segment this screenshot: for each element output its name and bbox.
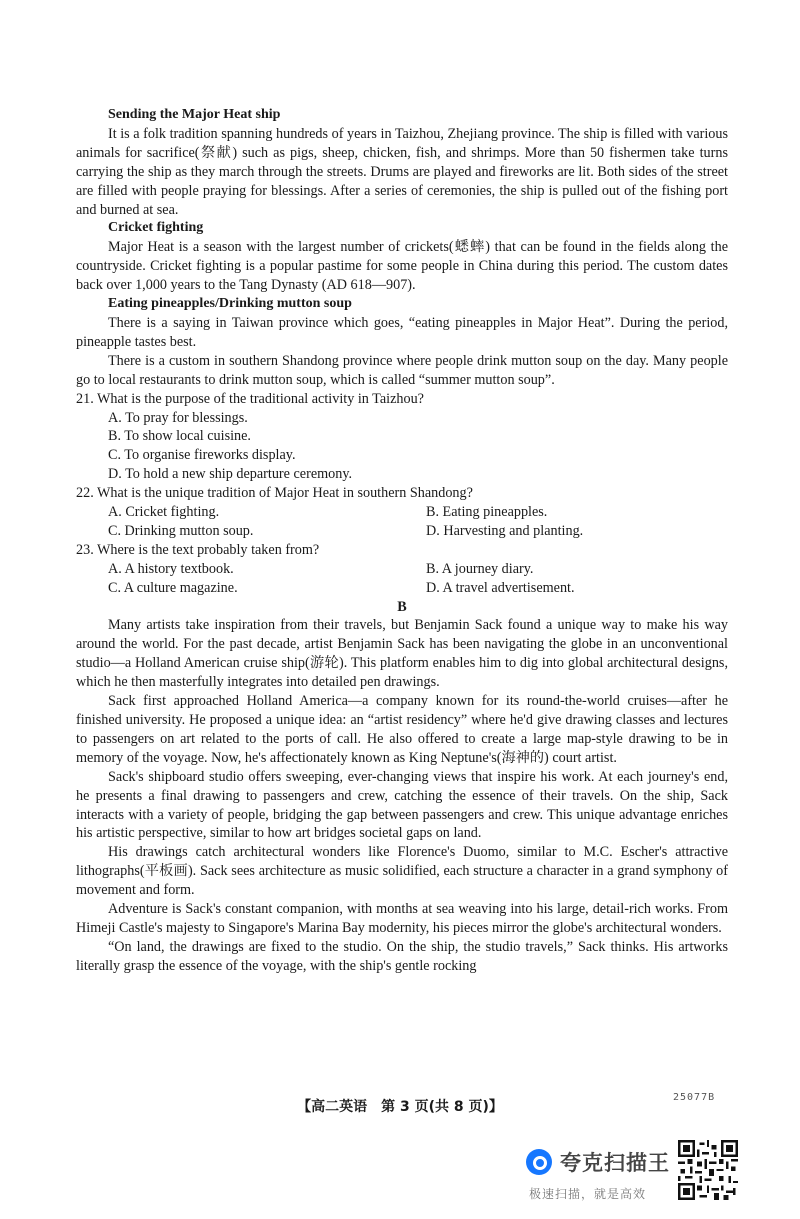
answer-option: B. Eating pineapples. [426, 504, 548, 521]
paragraph: Many artists take inspiration from their travels, but Benjamin Sack found a unique way to make his way around the world. For the past decade, artist Benjamin Sack has been navigating the globe in an unconventional studio—a Holland American cruise ship(游轮). This platform enables him to dig into global architectural designs, which he then masterfully integrates into detailed pen drawings. [76, 617, 728, 691]
section-heading: Cricket fighting [108, 220, 204, 236]
answer-option: B. To show local cuisine. [108, 428, 251, 445]
paragraph: “On land, the drawings are fixed to the studio. On the ship, the studio travels,” Sack thinks. His artworks literally grasp the essence of the voyage, with the ship's gentle rocking [76, 938, 728, 974]
question-stem: 23. Where is the text probably taken from? [76, 541, 320, 558]
question-stem: 21. What is the purpose of the traditional activity in Taizhou? [76, 390, 424, 407]
paragraph: Sack first approached Holland America—a company known for its round-the-world cruises—after he finished university. He proposed a unique idea: an “artist residency” where he'd give drawing classes and lectures to passengers on art related to the ports of call. He also offered to create a large map-style drawing to be in memory of the voyage. Now, he's affectionately known as King Neptune's(海神的) court artist. [76, 693, 728, 766]
exam-code: 25077B [673, 1092, 716, 1103]
section-heading: Eating pineapples/Drinking mutton soup [108, 296, 352, 312]
paragraph: Sack's shipboard studio offers sweeping, ever-changing views that inspire his work. At each journey's end, he presents a final drawing to passengers and crew, catching the essence of their travels. On the ship, Sack interacts with a variety of people, bridging the gap between passengers and crew. This unique advantage enriches his artistic perspective, similar to how art bridges societal gaps on land. [76, 768, 728, 842]
watermark-app-name: 夸克扫描王 [560, 1151, 670, 1175]
exam-content [76, 106, 728, 976]
qr-code-icon [678, 1140, 738, 1200]
answer-option: C. A culture magazine. [108, 579, 238, 596]
option-row [76, 522, 728, 541]
passage-letter: B [397, 598, 407, 615]
watermark-tagline: 极速扫描，就是高效 [529, 1187, 647, 1201]
answer-option: C. To organise fireworks display. [108, 447, 296, 464]
answer-option: A. To pray for blessings. [108, 409, 248, 426]
paragraph: His drawings catch architectural wonders like Florence's Duomo, similar to M.C. Escher's attractive lithographs(平板画). Sack sees architecture as music solidified, each structure a character in a grand symphony of movement and form. [76, 844, 728, 899]
question-stem: 22. What is the unique tradition of Major Heat in southern Shandong? [76, 485, 473, 502]
option-row [76, 503, 728, 522]
answer-option: B. A journey diary. [426, 560, 534, 577]
answer-option: A. A history textbook. [108, 560, 234, 577]
answer-option: D. Harvesting and planting. [426, 522, 584, 539]
option-row [76, 579, 728, 598]
answer-option: A. Cricket fighting. [108, 504, 220, 521]
answer-option: C. Drinking mutton soup. [108, 522, 254, 539]
answer-option: D. A travel advertisement. [426, 579, 575, 596]
option-row [76, 560, 728, 579]
section-heading: Sending the Major Heat ship [108, 107, 281, 122]
paragraph: It is a folk tradition spanning hundreds of years in Taizhou, Zhejiang province. The ship is filled with various animals for sacrifice(祭献) such as pigs, sheep, chicken, fish, and shrimps. More than 50 fishermen take turns carrying the ship as they march through the streets. Drums are played and fireworks are lit. Both sides of the street are filled with people praying for blessings. After a series of ceremonies, the ship is pulled out of the fishing port and burned at sea. [76, 125, 728, 218]
paragraph: There is a saying in Taiwan province which goes, “eating pineapples in Major Heat”. During the period, pineapple tastes best. [76, 314, 728, 350]
scanner-watermark [526, 1145, 674, 1179]
paragraph: Adventure is Sack's constant companion, with months at sea weaving into his large, detail-rich works. From Himeji Castle's majesty to Singapore's Marina Bay modernity, his pieces mirror the globe's architectural wonders. [76, 901, 728, 936]
quark-logo-icon [526, 1149, 552, 1175]
answer-option: D. To hold a new ship departure ceremony. [108, 466, 353, 483]
paragraph: Major Heat is a season with the largest number of crickets(蟋蟀) that can be found in the fields along the countryside. Cricket fighting is a popular pastime for some people in China during this period. The custom dates back over 1,000 years to the Tang Dynasty (AD 618—907). [76, 239, 728, 294]
page-footer: 【高二英语 第 3 页(共 8 页)】 [297, 1099, 503, 1115]
paragraph: There is a custom in southern Shandong province where people drink mutton soup on the day. Many people go to local restaurants to drink mutton soup, which is called “summer mutton soup”. [76, 352, 728, 388]
